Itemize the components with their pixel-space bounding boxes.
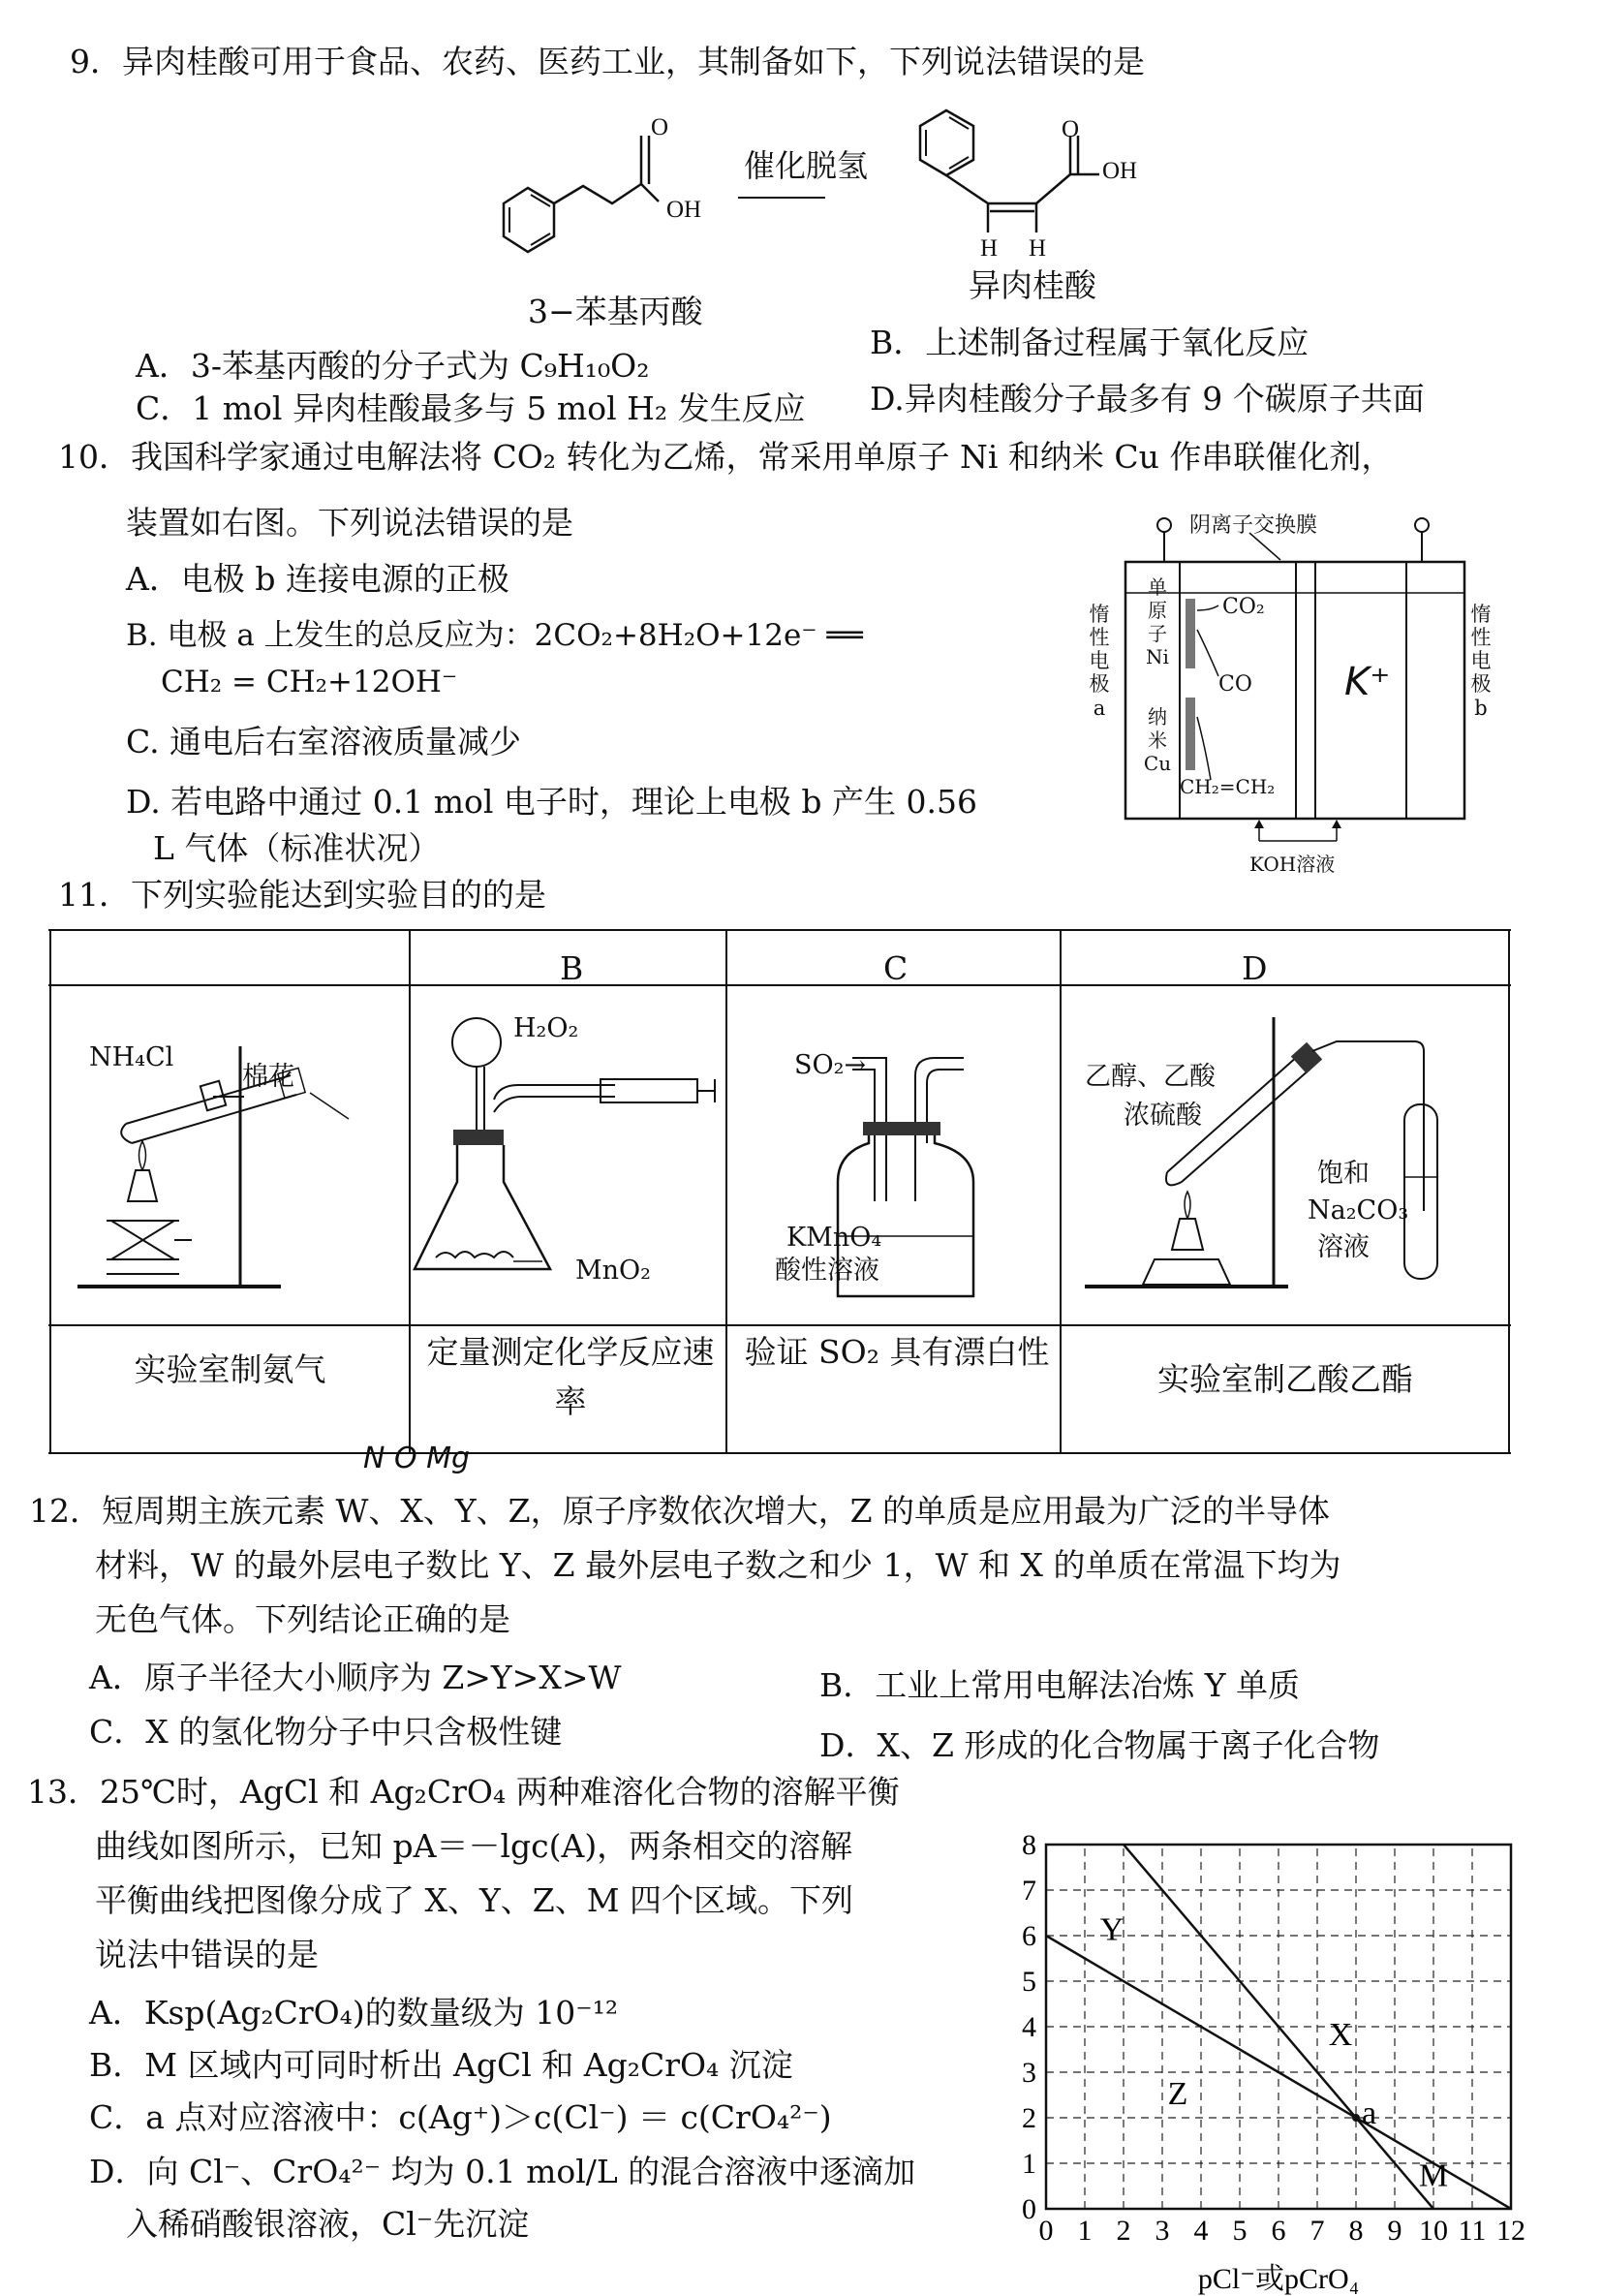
y-tick-label: 3	[1022, 2057, 1036, 2089]
electrode-b-label	[1470, 603, 1492, 720]
x-tick-label: 9	[1387, 2215, 1402, 2247]
q11-caption-d: 实验室制乙酸乙酯	[1157, 1360, 1413, 1398]
so2-label: SO₂→	[794, 1050, 867, 1080]
x-tick-label: 7	[1309, 2215, 1325, 2247]
cu-char: Cu	[1143, 752, 1172, 775]
co-label: CO	[1218, 672, 1252, 697]
q10-stem-line2: 装置如右图。下列说法错误的是	[126, 504, 573, 542]
so2-apparatus	[731, 1008, 1041, 1298]
q13-option-b: B．M 区域内可同时析出 AgCl 和 Ag₂CrO₄ 沉淀	[89, 2046, 793, 2084]
electrode-b-char: 性	[1470, 626, 1492, 650]
x-tick-label: 8	[1348, 2215, 1364, 2247]
q12-stem-line2: 材料，W 的最外层电子数比 Y、Z 最外层电子数之和少 1，W 和 X 的单质在常温下均为	[95, 1546, 1341, 1584]
co2-label: CO₂	[1222, 595, 1265, 619]
q10-stem-line1: 10．我国科学家通过电解法将 CO₂ 转化为乙烯，常采用单原子 Ni 和纳米 Cu 作串联催化剂，	[58, 438, 1394, 476]
x-tick-label: 4	[1193, 2215, 1209, 2247]
q12-option-d: D．X、Z 形成的化合物属于离子化合物	[819, 1726, 1380, 1764]
region-label: Y	[1099, 1911, 1124, 1948]
x-tick-label: 3	[1155, 2215, 1170, 2247]
solution-label: 溶液	[1317, 1232, 1370, 1262]
y-tick-label: 8	[1022, 1829, 1036, 1861]
q13-option-d-line2: 入稀硝酸银溶液，Cl⁻先沉淀	[126, 2205, 530, 2243]
q9-option-d: D.异肉桂酸分子最多有 9 个碳原子共面	[870, 380, 1425, 418]
ethene-label: CH₂=CH₂	[1180, 775, 1276, 798]
y-tick-label: 6	[1022, 1920, 1036, 1952]
ni-char: 子	[1148, 622, 1167, 645]
membrane-label: 阴离子交换膜	[1189, 513, 1318, 538]
x-axis-label: pCl⁻或pCrO₄	[1197, 2263, 1360, 2295]
q10-option-a: A．电极 b 连接电源的正极	[126, 560, 509, 598]
q12-stem-line3: 无色气体。下列结论正确的是	[95, 1600, 510, 1638]
electrode-a-label	[1089, 603, 1110, 720]
q13-option-a: A．Ksp(Ag₂CrO₄)的数量级为 10⁻¹²	[89, 1994, 619, 2032]
q11-caption-c: 验证 SO₂ 具有漂白性	[744, 1333, 1050, 1371]
q10-option-d-line1: D. 若电路中通过 0.1 mol 电子时，理论上电极 b 产生 0.56	[126, 783, 977, 821]
reactant-name: 3−苯基丙酸	[528, 293, 703, 330]
q10-option-c: C. 通电后右室溶液质量减少	[126, 723, 522, 760]
region-label: M	[1418, 2157, 1449, 2194]
kmno4-label: KMnO₄	[786, 1223, 882, 1253]
q11-caption-b: 定量测定化学反应速率	[426, 1333, 715, 1421]
cotton-label: 棉花	[242, 1062, 294, 1092]
q10-option-d-line2: L 气体（标准状况）	[153, 829, 441, 867]
q9-stem: 9．异肉桂酸可用于食品、农药、医药工业，其制备如下，下列说法错误的是	[70, 43, 1145, 80]
reactant-structure	[465, 107, 717, 281]
koh-label: KOH溶液	[1249, 853, 1336, 876]
q13-option-d-line1: D．向 Cl⁻、CrO₄²⁻ 均为 0.1 mol/L 的混合溶液中逐滴加	[89, 2153, 916, 2190]
cu-char: 纳	[1148, 705, 1167, 729]
q12-option-b: B．工业上常用电解法冶炼 Y 单质	[819, 1666, 1301, 1704]
q12-handwritten-note: N O Mg	[363, 1442, 471, 1475]
y-tick-label: 5	[1022, 1966, 1036, 1998]
q12-stem-line1: 12．短周期主族元素 W、X、Y、Z，原子序数依次增大，Z 的单质是应用最为广泛的半导体	[29, 1492, 1331, 1530]
electrode-a-char: a	[1093, 696, 1106, 720]
q11-header-d: D	[1242, 949, 1268, 987]
saturated-label: 饱和	[1317, 1159, 1370, 1189]
ethanol-acid-label: 乙醇、乙酸	[1085, 1062, 1216, 1092]
cu-label	[1143, 705, 1172, 775]
electrode-a-char: 极	[1089, 672, 1110, 697]
sulfuric-acid-label: 浓硫酸	[1124, 1101, 1202, 1131]
electrode-b-char: 电	[1470, 649, 1492, 673]
x-tick-label: 6	[1271, 2215, 1286, 2247]
product-o: O	[1062, 116, 1080, 142]
electrode-b-char: b	[1474, 696, 1488, 720]
q13-stem-line3: 平衡曲线把图像分成了 X、Y、Z、M 四个区域。下列	[95, 1881, 853, 1919]
q9-option-b: B．上述制备过程属于氧化反应	[870, 324, 1309, 361]
q9-option-a: A．3-苯基丙酸的分子式为 C₉H₁₀O₂	[136, 347, 650, 385]
solubility-chart	[1007, 1812, 1550, 2296]
point-a-label: a	[1362, 2095, 1377, 2131]
q13-stem-line1: 13．25℃时，AgCl 和 Ag₂CrO₄ 两种难溶化合物的溶解平衡	[27, 1773, 900, 1811]
electrode-a-char: 惰	[1089, 603, 1110, 626]
q11-stem: 11．下列实验能达到实验目的的是	[58, 876, 546, 914]
region-label: Z	[1167, 2075, 1188, 2112]
y-tick-label: 0	[1022, 2193, 1036, 2225]
region-label: X	[1328, 2016, 1353, 2053]
reactant-o: O	[651, 114, 669, 140]
mno2-label: MnO₂	[575, 1256, 651, 1286]
k-plus-label: K⁺	[1344, 660, 1391, 704]
y-tick-label: 7	[1022, 1875, 1036, 1907]
acidic-solution-label: 酸性溶液	[775, 1256, 879, 1286]
y-tick-label: 1	[1022, 2148, 1036, 2180]
x-tick-label: 5	[1232, 2215, 1248, 2247]
ester-apparatus	[1075, 998, 1482, 1308]
y-tick-label: 2	[1022, 2102, 1036, 2134]
x-tick-label: 11	[1458, 2215, 1487, 2247]
cu-char: 米	[1148, 729, 1167, 752]
product-h-right: H	[1029, 235, 1047, 262]
point-a-marker	[1352, 2114, 1360, 2122]
ni-char: 单	[1148, 575, 1167, 599]
reactant-oh: OH	[666, 197, 702, 223]
q9-option-c: C．1 mol 异肉桂酸最多与 5 mol H₂ 发生反应	[136, 389, 806, 427]
x-tick-label: 1	[1077, 2215, 1093, 2247]
x-tick-label: 12	[1496, 2215, 1525, 2247]
q12-option-a: A．原子半径大小顺序为 Z>Y>X>W	[89, 1659, 622, 1696]
product-h-left: H	[980, 235, 999, 262]
q13-stem-line2: 曲线如图所示，已知 pA＝－lgc(A)，两条相交的溶解	[95, 1827, 853, 1865]
product-name: 异肉桂酸	[969, 266, 1096, 304]
q13-stem-line4: 说法中错误的是	[95, 1936, 319, 1973]
ni-char: Ni	[1146, 645, 1169, 668]
ni-char: 原	[1148, 599, 1167, 622]
electrode-b-char: 惰	[1470, 603, 1492, 626]
electrode-a-char: 电	[1089, 649, 1110, 673]
reaction-rate-apparatus	[407, 1008, 717, 1298]
y-tick-label: 4	[1022, 2011, 1036, 2043]
q11-header-b: B	[560, 949, 584, 987]
x-tick-label: 10	[1419, 2215, 1448, 2247]
h2o2-label: H₂O₂	[513, 1013, 579, 1043]
ni-label	[1143, 575, 1172, 668]
q9-reagent: 催化脱氢	[744, 147, 869, 184]
electrode-b-char: 极	[1470, 672, 1492, 697]
q11-header-c: C	[883, 949, 909, 987]
q13-option-c: C．a 点对应溶液中：c(Ag⁺)＞c(Cl⁻) ＝ c(CrO₄²⁻)	[89, 2098, 832, 2136]
product-oh: OH	[1102, 158, 1138, 184]
electrode-a-char: 性	[1089, 626, 1110, 650]
q10-option-b-line2: CH₂ = CH₂+12OH⁻	[161, 665, 458, 699]
reaction-arrow	[738, 190, 835, 209]
q12-option-c: C．X 的氢化物分子中只含极性键	[89, 1713, 563, 1751]
q10-option-b-line1: B. 电极 a 上发生的总反应为：2CO₂+8H₂O+12e⁻ ══	[126, 618, 863, 653]
x-tick-label: 2	[1116, 2215, 1131, 2247]
electrolysis-cell	[1104, 504, 1511, 872]
q11-caption-a: 实验室制氨气	[134, 1350, 326, 1388]
x-tick-label: 0	[1038, 2215, 1054, 2247]
na2co3-label: Na₂CO₃	[1308, 1195, 1409, 1226]
nh4cl-label: NH₄Cl	[89, 1042, 174, 1072]
